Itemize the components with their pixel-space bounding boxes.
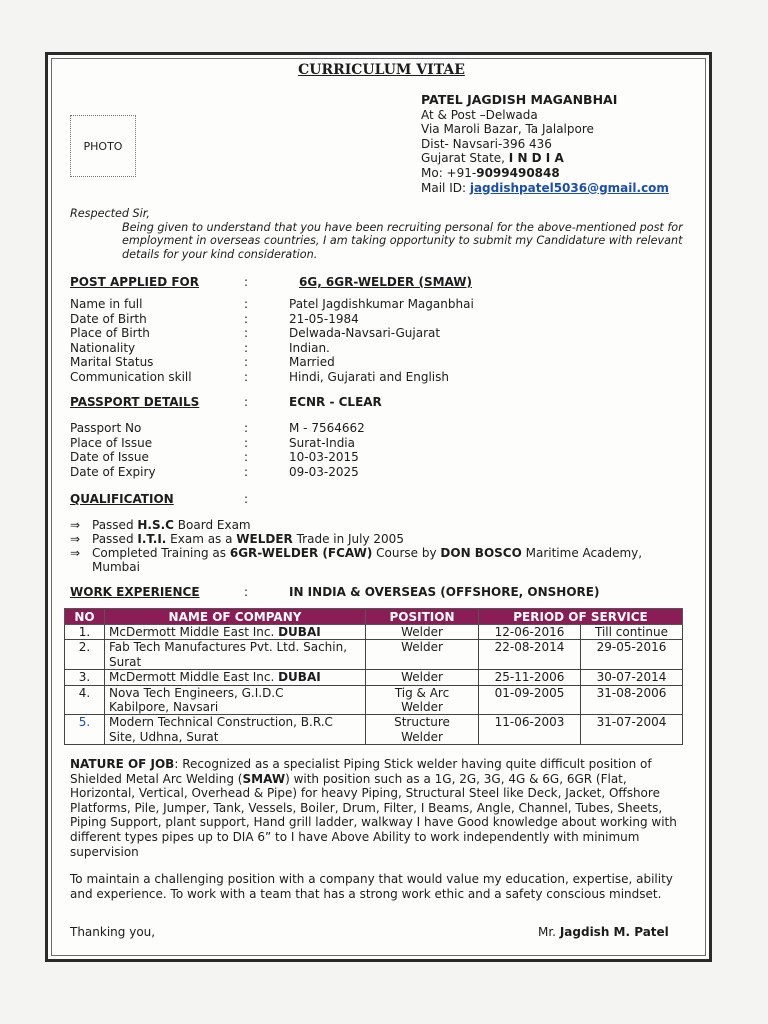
q2-text-d: WELDER (236, 532, 293, 546)
address-line-3: Dist- Navsari-396 436 (421, 136, 552, 151)
company-name-line-2: Surat (109, 654, 142, 669)
personal-row-colon: : (244, 326, 249, 341)
passport-row-colon: : (244, 464, 249, 479)
period-to: 31-07-2004 (581, 715, 683, 745)
q2-text-c: Exam as a (166, 532, 237, 546)
mobile-line (421, 166, 669, 181)
personal-row-value: Indian. (289, 340, 330, 355)
row-number: 1. (65, 625, 105, 640)
period-from: 12-06-2016 (479, 625, 581, 640)
objective-paragraph: To maintain a challenging position with a company that would value my education, expertise, ability and experience. To work with a team that has a strong work ethic and a safety conscious mindset. (70, 872, 673, 901)
signature (538, 925, 669, 939)
q3-text-f: Mumbai (92, 560, 140, 574)
period-to: 30-07-2014 (581, 670, 683, 685)
table-row (65, 640, 683, 670)
qualification-colon: : (244, 492, 249, 506)
passport-row-label: Place of Issue (70, 435, 153, 450)
passport-row-value: 09-03-2025 (289, 464, 359, 479)
document-title: CURRICULUM VITAE (298, 62, 465, 78)
intro-paragraph (70, 207, 690, 261)
position-cell (366, 625, 479, 640)
arrow-right-icon: ⇒ (70, 532, 81, 546)
passport-status: ECNR - CLEAR (289, 395, 382, 409)
row-number: 5. (65, 715, 105, 745)
passport-row-colon: : (244, 435, 249, 450)
personal-row-value: Hindi, Gujarati and English (289, 370, 449, 384)
company-name: McDermott Middle East Inc. (109, 670, 279, 685)
company-cell (105, 715, 366, 745)
q3-text-e: Maritime Academy, (521, 546, 643, 560)
q2-text-b: I.T.I. (137, 532, 167, 546)
company-name: Modern Technical Construction, B.R.C (109, 715, 333, 730)
q3-text-c: Course by (372, 546, 441, 560)
nature-text-3: ) with position such as a 1G, 2G, 3G, 4G & 6G, 6GR (Flat, Horizontal, Vertical, Overhead & Pipe) for heavy Piping, Structural Steel like Deck, Jacket, Offshore Platforms, Pile, Jumper, Tank, Vessels, Boiler, Drum, Filter, I Beams, Angle, Channel, Tubes, Sheets, Piping Support, plant support, Hand grill ladder, walkway I have Good knowledge about working with different types pipes up to DIA 6” to I have Above Ability to work independently with minimum supervision (70, 771, 677, 859)
nature-text-2: SMAW (242, 771, 286, 786)
header-company: NAME OF COMPANY (105, 609, 366, 625)
company-name-line-2: Site, Udhna, Surat (109, 729, 219, 744)
passport-row-colon: : (244, 450, 249, 465)
work-experience-table (64, 608, 683, 745)
table-row (65, 670, 683, 685)
company-cell (105, 685, 366, 715)
company-cell (105, 640, 366, 670)
position-text: Welder (401, 670, 443, 685)
position-text: Welder (401, 625, 443, 639)
personal-row-label: Name in full (70, 297, 143, 311)
personal-row-colon: : (244, 340, 249, 355)
country-text: I N D I A (508, 151, 564, 166)
post-applied-value: 6G, 6GR-WELDER (SMAW) (299, 275, 473, 289)
work-experience-scope: IN INDIA & OVERSEAS (OFFSHORE, ONSHORE) (289, 585, 600, 599)
passport-row-value: M - 7564662 (289, 421, 365, 435)
personal-row-value: Delwada-Navsari-Gujarat (289, 326, 441, 341)
email-link[interactable]: jagdishpatel5036@gmail.com (469, 180, 669, 195)
row-number: 4. (65, 685, 105, 715)
signature-name: Jagdish M. Patel (559, 925, 669, 939)
email-line (421, 181, 669, 196)
period-from: 22-08-2014 (479, 640, 581, 670)
position-text-line-2: Welder (401, 700, 443, 715)
period-from: 25-11-2006 (479, 670, 581, 685)
personal-row-value: Patel Jagdishkumar Maganbhai (289, 297, 474, 311)
q2-text-e: Trade in July 2005 (292, 532, 404, 546)
qualification-item-2 (70, 532, 404, 546)
personal-row-colon: : (244, 370, 249, 384)
salutation: Respected Sir, (70, 207, 150, 220)
personal-row-value: Married (289, 355, 335, 370)
mobile-prefix: Mo: +91- (421, 165, 477, 180)
photo-label: PHOTO (83, 139, 123, 153)
personal-row-label: Date of Birth (70, 311, 147, 326)
q3-text-b: 6GR-WELDER (FCAW) (229, 546, 373, 560)
company-name: Nova Tech Engineers, G.I.D.C (109, 685, 284, 700)
position-cell (366, 670, 479, 685)
position-text-line-2: Welder (401, 729, 443, 744)
applicant-name: PATEL JAGDISH MAGANBHAI (421, 92, 618, 107)
passport-colon: : (244, 395, 249, 409)
period-to: 29-05-2016 (581, 640, 683, 670)
table-row (65, 685, 683, 715)
passport-row-label: Date of Issue (70, 450, 149, 465)
cv-page (45, 52, 712, 962)
company-name: McDermott Middle East Inc. (109, 625, 279, 639)
signature-prefix: Mr. (538, 925, 560, 939)
q1-text-b: H.S.C (137, 518, 174, 532)
table-row (65, 625, 683, 640)
nature-of-job-label: NATURE OF JOB (70, 757, 175, 771)
period-from: 01-09-2005 (479, 685, 581, 715)
passport-row-colon: : (244, 421, 249, 435)
mobile-number: 9099490848 (476, 165, 560, 180)
address-line-1: At & Post –Delwada (421, 107, 538, 122)
position-text: Welder (401, 640, 443, 655)
period-to: Till continue (581, 625, 683, 640)
row-number: 3. (65, 670, 105, 685)
position-text: Structure (394, 715, 450, 730)
q1-text-a: Passed (92, 518, 138, 532)
arrow-right-icon: ⇒ (70, 518, 81, 532)
work-experience-heading: WORK EXPERIENCE (70, 585, 200, 599)
company-name-line-2: Kabilpore, Navsari (109, 700, 219, 715)
passport-row-label: Passport No (70, 421, 142, 435)
contact-block (421, 93, 669, 195)
row-number: 2. (65, 640, 105, 670)
q3-text-d: DON BOSCO (440, 546, 522, 560)
photo-placeholder (70, 115, 136, 177)
work-colon: : (244, 585, 249, 599)
company-name: Fab Tech Manufactures Pvt. Ltd. Sachin, (109, 640, 348, 655)
passport-row-value: Surat-India (289, 435, 355, 450)
personal-row-colon: : (244, 311, 249, 326)
intro-body: Being given to understand that you have been recruiting personal for the above-mentioned post for employment in overseas countries, I am taking opportunity to submit my Candidature with relevant details for your kind consideration. (122, 220, 683, 261)
personal-row-label: Nationality (70, 340, 136, 355)
personal-row-colon: : (244, 355, 249, 370)
post-applied-heading: POST APPLIED FOR (70, 275, 199, 289)
qualification-item-3 (70, 546, 642, 574)
state-text: Gujarat State, (421, 151, 509, 166)
company-location: DUBAI (278, 625, 321, 639)
personal-row-label: Communication skill (70, 370, 192, 384)
passport-heading: PASSPORT DETAILS (70, 395, 200, 409)
q2-text-a: Passed (92, 532, 138, 546)
table-header-row (65, 609, 683, 625)
nature-text-1: : Recognized as a specialist Piping Stick welder having quite difficult position of Shielded Metal Arc Welding ( (70, 757, 652, 786)
personal-row-label: Marital Status (70, 355, 154, 370)
header-period: PERIOD OF SERVICE (479, 609, 683, 625)
period-to: 31-08-2006 (581, 685, 683, 715)
qualification-item-1 (70, 518, 251, 532)
email-prefix: Mail ID: (421, 180, 470, 195)
q3-text-a: Completed Training as (92, 546, 230, 560)
period-from: 11-06-2003 (479, 715, 581, 745)
address-state (421, 151, 669, 166)
personal-row-label: Place of Birth (70, 326, 150, 341)
address-line-2: Via Maroli Bazar, Ta Jalalpore (421, 122, 594, 137)
passport-row-value: 10-03-2015 (289, 450, 359, 465)
q1-text-c: Board Exam (173, 518, 251, 532)
qualification-heading: QUALIFICATION (70, 492, 174, 506)
position-text: Tig & Arc (394, 685, 450, 700)
personal-row-value: 21-05-1984 (289, 311, 359, 326)
post-colon: : (244, 275, 249, 289)
position-cell (366, 685, 479, 715)
passport-row-label: Date of Expiry (70, 464, 156, 479)
company-cell (105, 670, 366, 685)
table-row (65, 715, 683, 745)
position-cell (366, 715, 479, 745)
position-cell (366, 640, 479, 670)
company-location: DUBAI (278, 670, 321, 685)
arrow-right-icon: ⇒ (70, 546, 81, 560)
company-cell (105, 625, 366, 640)
personal-row-colon: : (244, 297, 249, 311)
closing-text: Thanking you, (70, 925, 156, 939)
header-no: NO (65, 609, 105, 625)
header-position: POSITION (366, 609, 479, 625)
nature-of-job-paragraph (70, 757, 690, 859)
